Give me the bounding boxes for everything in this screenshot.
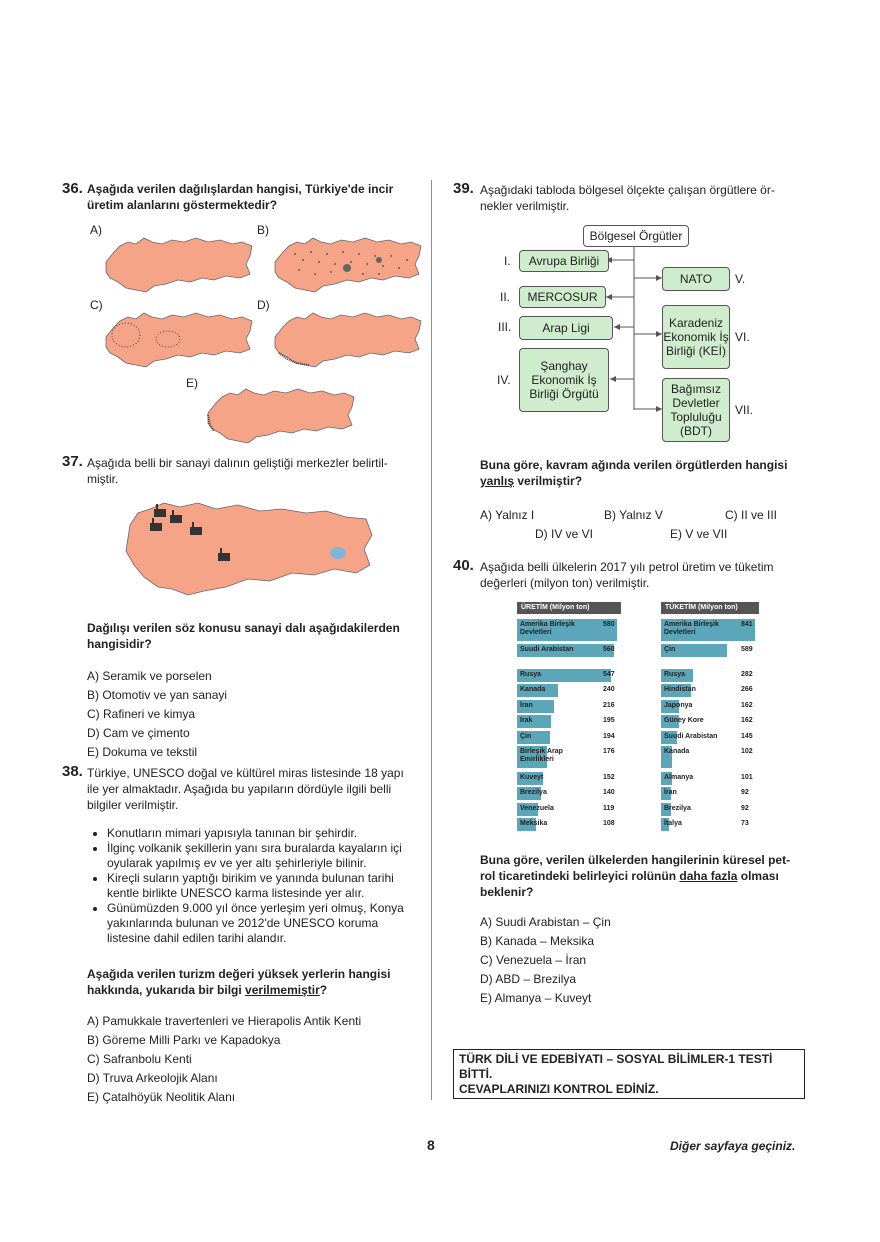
consumption-country-label: Japonya (664, 702, 693, 709)
consumption-value-label: 145 (741, 733, 753, 740)
production-country-label: Amerika Birleşik Devletleri (520, 621, 575, 636)
production-country-label: Rusya (520, 671, 542, 678)
production-value-label: 547 (603, 671, 615, 678)
q40-number: 40. (453, 557, 474, 574)
q39-option-d[interactable]: D) IV ve VI (535, 527, 594, 541)
org-left-2: MERCOSUR (519, 286, 606, 308)
consumption-value-label: 266 (741, 686, 753, 693)
production-country-label: Venezuela (520, 805, 554, 812)
q37-option-e[interactable]: E) Dokuma ve tekstil (87, 745, 198, 759)
consumption-value-label: 589 (741, 646, 753, 653)
q40-option-b[interactable]: B) Kanada – Meksika (480, 934, 595, 948)
q38-bullet: • Kireçli suların yaptığı birikim ve yanında bulunan tarihi kentle birlikte UNESCO karma listesinde yer alır. (107, 871, 411, 901)
consumption-country-label: İran (664, 789, 677, 796)
consumption-country-label: Rusya (664, 671, 686, 678)
q38-option-e[interactable]: E) Çatalhöyük Neolitik Alanı (87, 1090, 236, 1104)
org-left-roman-2: II. (500, 290, 511, 304)
q40-underlined: daha fazla (679, 869, 738, 883)
production-country-label: Kanada (520, 686, 546, 693)
production-value-label: 216 (603, 702, 615, 709)
production-value-label: 560 (603, 646, 615, 653)
consumption-title: TÜKETİM (Milyon ton) (661, 602, 759, 614)
q39-option-c[interactable]: C) II ve III (725, 508, 778, 522)
q37-option-c[interactable]: C) Rafineri ve kimya (87, 707, 196, 721)
q40-option-c[interactable]: C) Venezuela – İran (480, 953, 587, 967)
q36-label-a: A) (90, 223, 102, 237)
production-country-label: Birleşik Arap Emirlikleri (520, 748, 563, 763)
q36-label-d: D) (257, 298, 270, 312)
q37-map (120, 495, 380, 605)
test-end-box (453, 1049, 805, 1099)
org-left-1: Avrupa Birliği (519, 250, 609, 272)
q38-option-c[interactable]: C) Safranbolu Kenti (87, 1052, 192, 1066)
production-country-label: Brezilya (520, 789, 547, 796)
q37-option-a[interactable]: A) Seramik ve porselen (87, 669, 212, 683)
org-root: Bölgesel Örgütler (583, 225, 689, 247)
consumption-value-label: 162 (741, 717, 753, 724)
consumption-value-label: 101 (741, 774, 753, 781)
q39-underlined: yanlış (480, 474, 515, 488)
production-value-label: 152 (603, 774, 615, 781)
q39-option-b[interactable]: B) Yalnız V (604, 508, 663, 522)
consumption-value-label: 282 (741, 671, 753, 678)
test-end-line-2: BİTTİ. (459, 1067, 493, 1081)
q38-bullet: • Konutların mimari yapısıyla tanınan bir şehirdir. (107, 826, 411, 841)
q39-question: Buna göre, kavram ağında verilen örgütlerden hangisi yanlış verilmiştir? (480, 458, 788, 488)
q38-underlined: verilmemiştir (245, 983, 320, 997)
org-right-roman-2: VI. (735, 330, 750, 344)
org-right-roman-3: VII. (735, 403, 754, 417)
q40-options (480, 913, 611, 1008)
consumption-chart (661, 602, 767, 834)
q37-number: 37. (62, 453, 83, 470)
production-value-label: 580 (603, 621, 615, 628)
org-left-3: Arap Ligi (519, 316, 613, 340)
production-value-label: 195 (603, 717, 615, 724)
consumption-country-label: Çin (664, 646, 676, 653)
consumption-value-label: 162 (741, 702, 753, 709)
org-left-roman-1: I. (504, 254, 511, 268)
production-title: ÜRETİM (Milyon ton) (517, 602, 621, 614)
org-right-1: NATO (662, 267, 730, 291)
org-right-2: Karadeniz Ekonomik İş Birliği (KEİ) (662, 305, 730, 369)
q37-text: Aşağıda belli bir sanayi dalının geliştiği merkezler belirtil-miştir. (87, 456, 388, 486)
consumption-country-label: Hindistan (664, 686, 696, 693)
production-value-label: 140 (603, 789, 615, 796)
q40-text: Aşağıda belli ülkelerin 2017 yılı petrol üretim ve tüketim değerleri (milyon ton) verilmiştir. (480, 560, 774, 590)
production-value-label: 194 (603, 733, 615, 740)
q37-options (87, 667, 227, 762)
q36-label-e: E) (186, 376, 198, 390)
q38-options (87, 1012, 361, 1107)
consumption-country-label: Kanada (664, 748, 690, 755)
org-left-roman-3: III. (498, 320, 512, 334)
org-left-roman-4: IV. (497, 373, 511, 387)
q39-option-a[interactable]: A) Yalnız I (480, 508, 535, 522)
q37-option-d[interactable]: D) Cam ve çimento (87, 726, 190, 740)
consumption-country-label: Almanya (664, 774, 694, 781)
q37-option-b[interactable]: B) Otomotiv ve yan sanayi (87, 688, 228, 702)
consumption-country-label: İtalya (664, 820, 682, 827)
q40-question: Buna göre, verilen ülkelerden hangilerinin küresel pet-rol ticaretindeki belirleyici rolünün daha fazla olması beklenir? (480, 853, 791, 899)
q38-bullets (93, 826, 411, 946)
q36-number: 36. (62, 180, 83, 197)
production-value-label: 240 (603, 686, 615, 693)
production-country-label: Kuveyt (520, 774, 544, 781)
q36-text: Aşağıda verilen dağılışlardan hangisi, Türkiye'de incir üretim alanlarını göstermektedir? (87, 182, 394, 212)
test-end-line-3: CEVAPLARINIZI KONTROL EDİNİZ. (459, 1082, 659, 1096)
production-country-label: Çin (520, 733, 532, 740)
consumption-country-label: Suudi Arabistan (664, 733, 718, 740)
consumption-value-label: 92 (741, 805, 749, 812)
production-country-label: Suudi Arabistan (520, 646, 574, 653)
test-end-line-1: TÜRK DİLİ VE EDEBİYATI – SOSYAL BİLİMLER-1 TESTİ (459, 1052, 773, 1066)
consumption-value-label: 102 (741, 748, 753, 755)
consumption-value-label: 92 (741, 789, 749, 796)
production-chart (517, 602, 621, 834)
q40-option-d[interactable]: D) ABD – Brezilya (480, 972, 577, 986)
q39-connectors (0, 0, 880, 460)
production-country-label: Irak (520, 717, 533, 724)
q39-number: 39. (453, 180, 474, 197)
q39-option-e[interactable]: E) V ve VII (670, 527, 728, 541)
consumption-country-label: Brezilya (664, 805, 691, 812)
org-left-4: Şanghay Ekonomik İş Birliği Örgütü (519, 348, 609, 412)
q38-number: 38. (62, 763, 83, 780)
org-right-3: Bağımsız Devletler Topluluğu (BDT) (662, 378, 730, 442)
q38-option-d[interactable]: D) Truva Arkeolojik Alanı (87, 1071, 218, 1085)
q38-bullet: • İlginç volkanik şekillerin yanı sıra buralarda kayaların içi oyularak yapılmış ev ve yer altı şehirleriyle bilinir. (107, 841, 411, 871)
q37-question: Dağılışı verilen söz konusu sanayi dalı aşağıdakilerden hangisidir? (87, 621, 400, 651)
q38-option-b[interactable]: B) Göreme Milli Parkı ve Kapadokya (87, 1033, 281, 1047)
q38-bullet: • Günümüzden 9.000 yıl önce yerleşim yeri olmuş, Konya yakınlarında bulunan ve 2012'de UNESCO koruma listesine dahil edilen tarihi alandır. (107, 901, 411, 946)
q39-text: Aşağıdaki tabloda bölgesel ölçekte çalışan örgütlere ör-nekler verilmiştir. (480, 183, 775, 213)
q38-text: Türkiye, UNESCO doğal ve kültürel miras listesinde 18 yapı ile yer almaktadır. Aşağıda bu yapıların dördüyle ilgili belli bilgiler verilmiştir. (87, 766, 404, 812)
q40-option-a[interactable]: A) Suudi Arabistan – Çin (480, 915, 611, 929)
production-value-label: 176 (603, 748, 615, 755)
q36-label-c: C) (90, 298, 103, 312)
consumption-country-label: Amerika Birleşik Devletleri (664, 621, 719, 636)
q36-label-b: B) (257, 223, 269, 237)
consumption-value-label: 841 (741, 621, 753, 628)
q38-option-a[interactable]: A) Pamukkale travertenleri ve Hierapolis Antik Kenti (87, 1014, 362, 1028)
production-country-label: İran (520, 702, 533, 709)
q40-option-e[interactable]: E) Almanya – Kuveyt (480, 991, 592, 1005)
next-page-note: Diğer sayfaya geçiniz. (670, 1139, 796, 1153)
consumption-country-label: Güney Kore (664, 717, 704, 724)
consumption-value-label: 73 (741, 820, 749, 827)
production-country-label: Meksika (520, 820, 548, 827)
page-number: 8 (427, 1137, 435, 1153)
org-right-roman-1: V. (735, 272, 746, 286)
production-value-label: 108 (603, 820, 615, 827)
q38-question: Aşağıda verilen turizm değeri yüksek yerlerin hangisi hakkında, yukarıda bir bilgi verilmemiştir? (87, 967, 391, 997)
production-value-label: 119 (603, 805, 615, 812)
